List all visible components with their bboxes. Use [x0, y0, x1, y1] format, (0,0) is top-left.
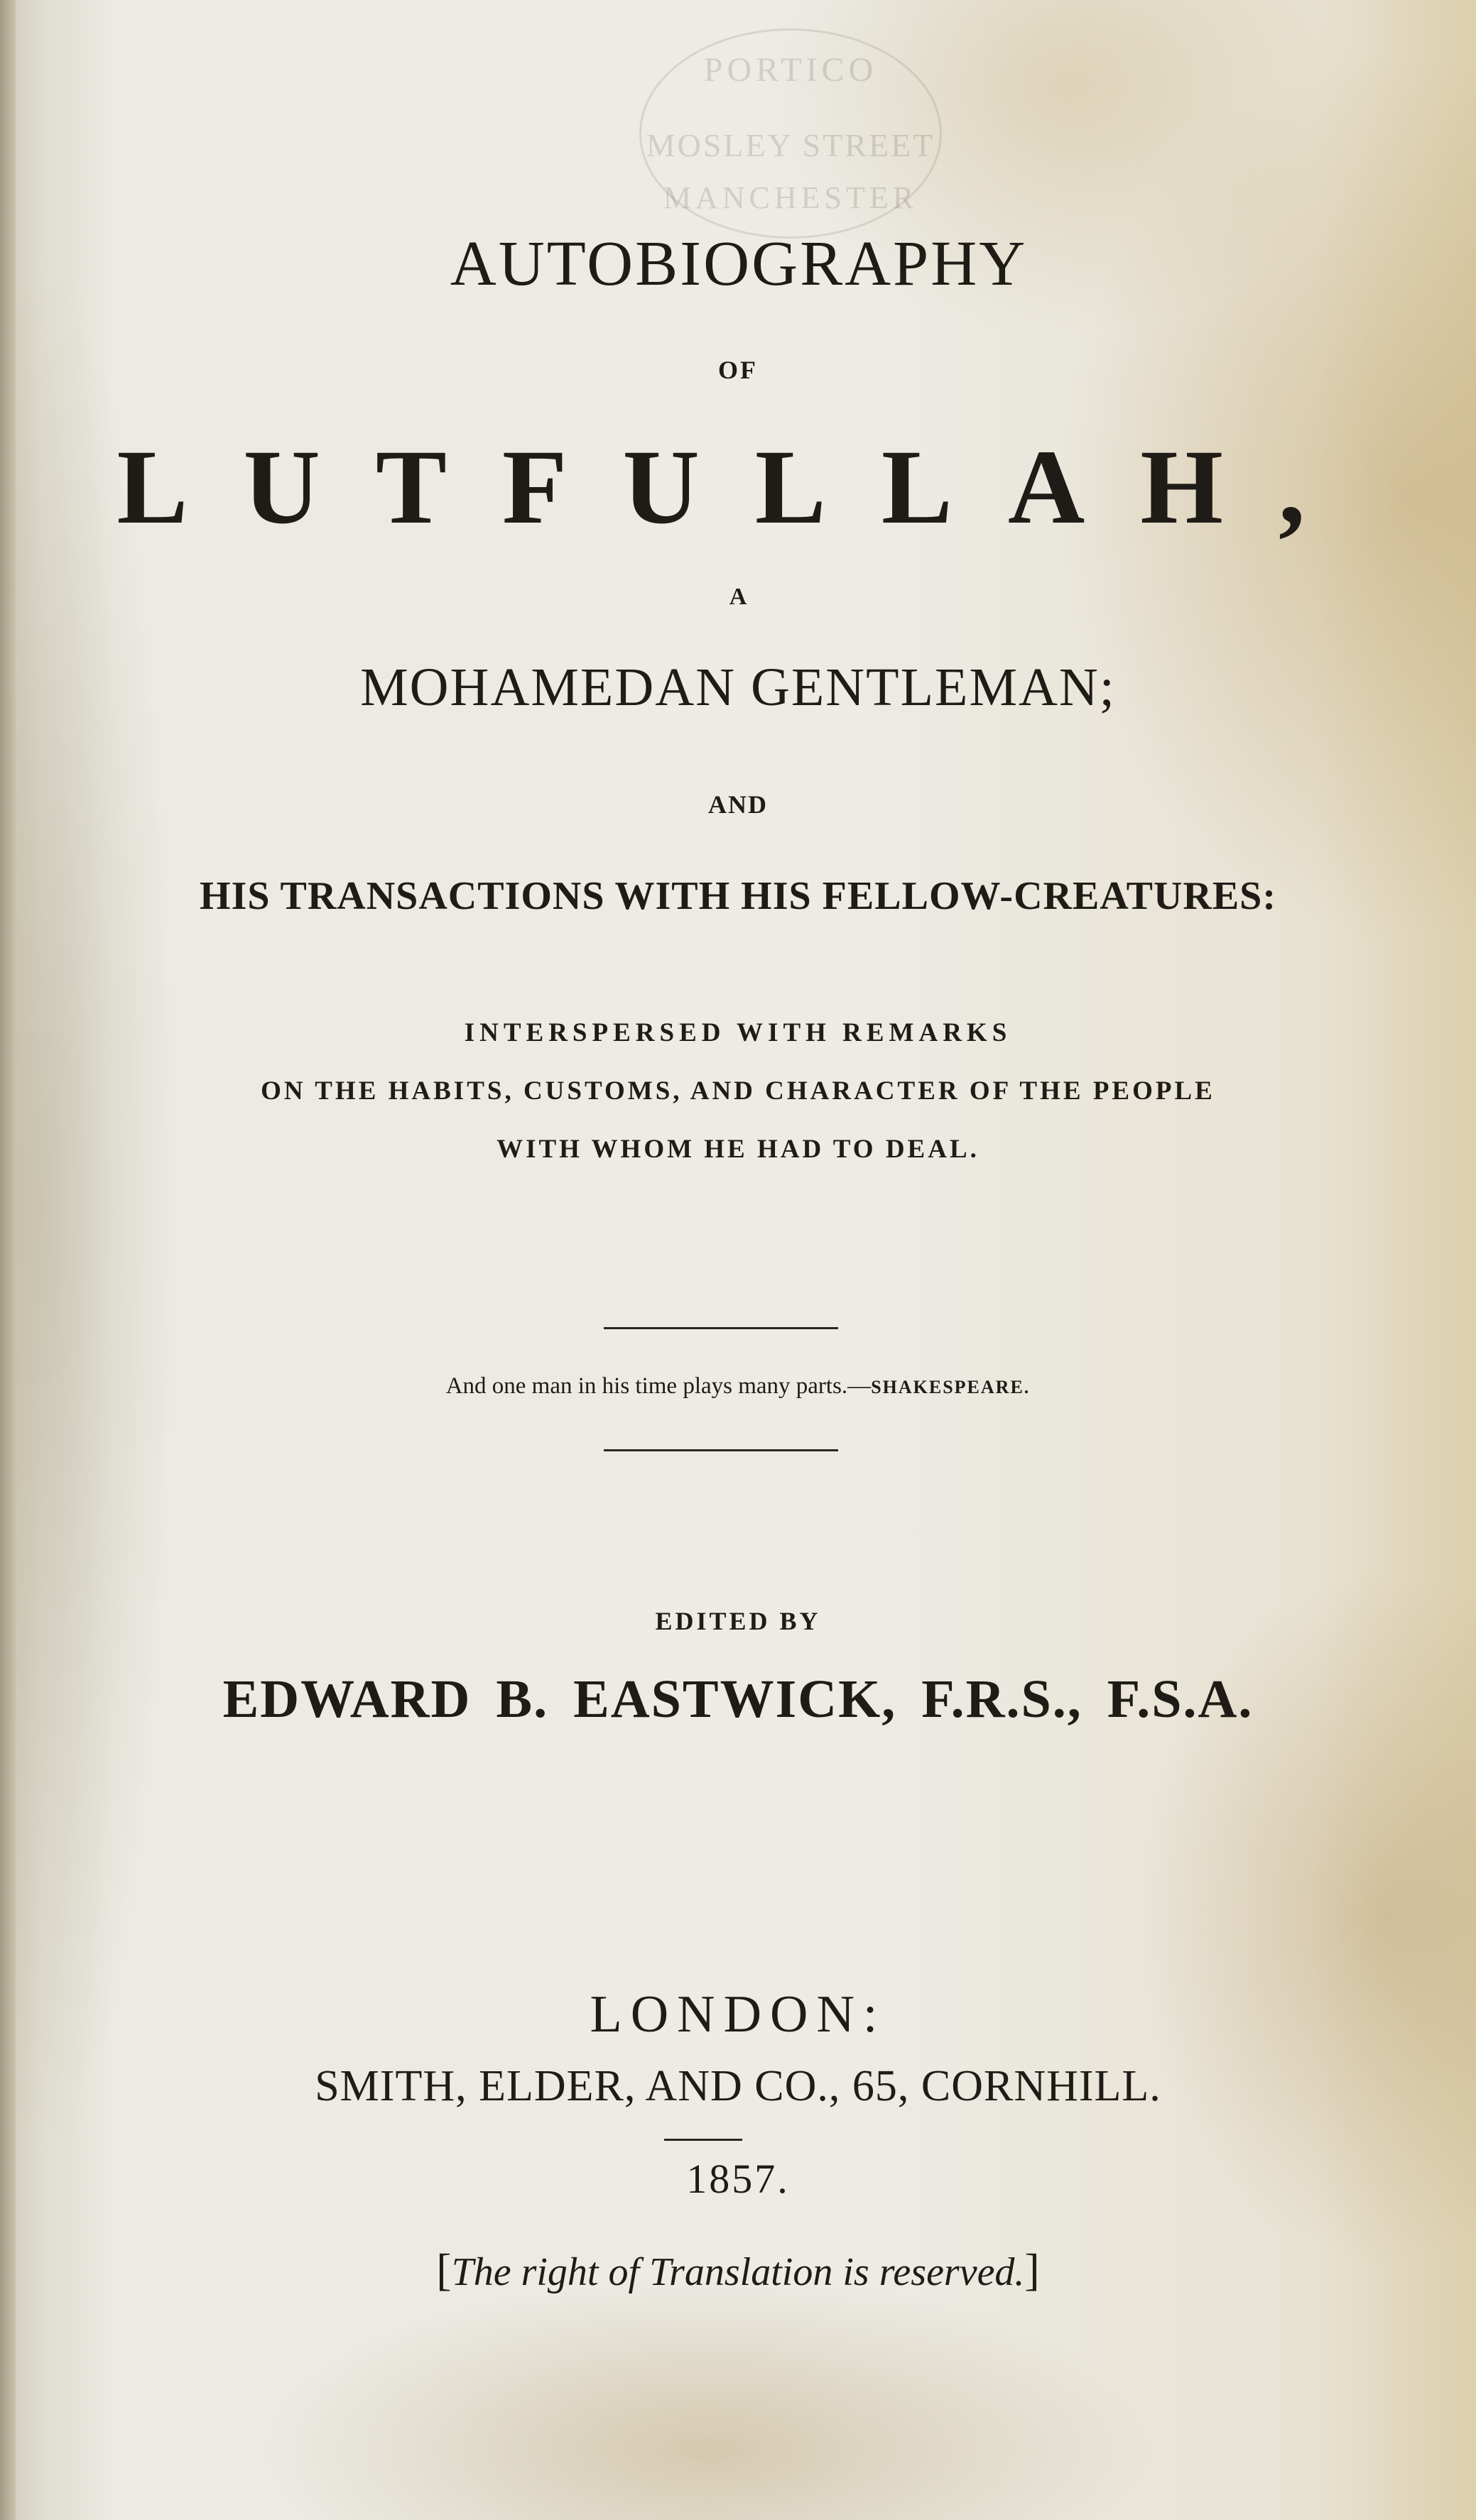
title-subtitle: MOHAMEDAN GENTLEMAN; [360, 658, 1116, 717]
stamp-line-2: MOSLEY STREET [646, 127, 935, 163]
edited-by-label: EDITED BY [655, 1607, 821, 1635]
title-a: A [729, 584, 747, 610]
imprint-year: 1857. [686, 2156, 790, 2202]
motto-quote [0, 1373, 1476, 1400]
motto-author: SHAKESPEARE. [871, 1377, 1031, 1397]
description-line-3: WITH WHOM HE HAD TO DEAL. [496, 1135, 980, 1164]
divider-rule-top [604, 1327, 838, 1329]
motto-text: And one man in his time plays many parts.— [445, 1373, 872, 1399]
title-of: OF [718, 356, 758, 384]
description-line-2: ON THE HABITS, CUSTOMS, AND CHARACTER OF THE PEOPLE [261, 1076, 1215, 1106]
rights-bracket-close: ] [1024, 2244, 1040, 2295]
rights-notice [0, 2244, 1476, 2296]
year-rule [664, 2139, 742, 2141]
editor-name: EDWARD B. EASTWICK, F.R.S., F.S.A. [222, 1669, 1254, 1729]
stamp-line-1: PORTICO [703, 51, 878, 89]
rights-bracket-open: [ [436, 2244, 452, 2295]
description-line-1: INTERSPERSED WITH REMARKS [464, 1018, 1012, 1047]
title-transactions: HIS TRANSACTIONS WITH HIS FELLOW-CREATURES: [200, 874, 1276, 918]
divider-rule-bottom [604, 1449, 838, 1451]
author-name: LUTFULLAH, [116, 428, 1361, 546]
imprint-city: LONDON: [590, 1985, 886, 2044]
imprint-publisher: SMITH, ELDER, AND CO., 65, CORNHILL. [315, 2062, 1161, 2110]
title-and: AND [708, 790, 768, 819]
stamp-line-3: MANCHESTER [663, 180, 918, 215]
library-stamp [639, 28, 942, 239]
book-title: AUTOBIOGRAPHY [450, 229, 1028, 299]
rights-text: The right of Translation is reserved. [451, 2250, 1025, 2294]
